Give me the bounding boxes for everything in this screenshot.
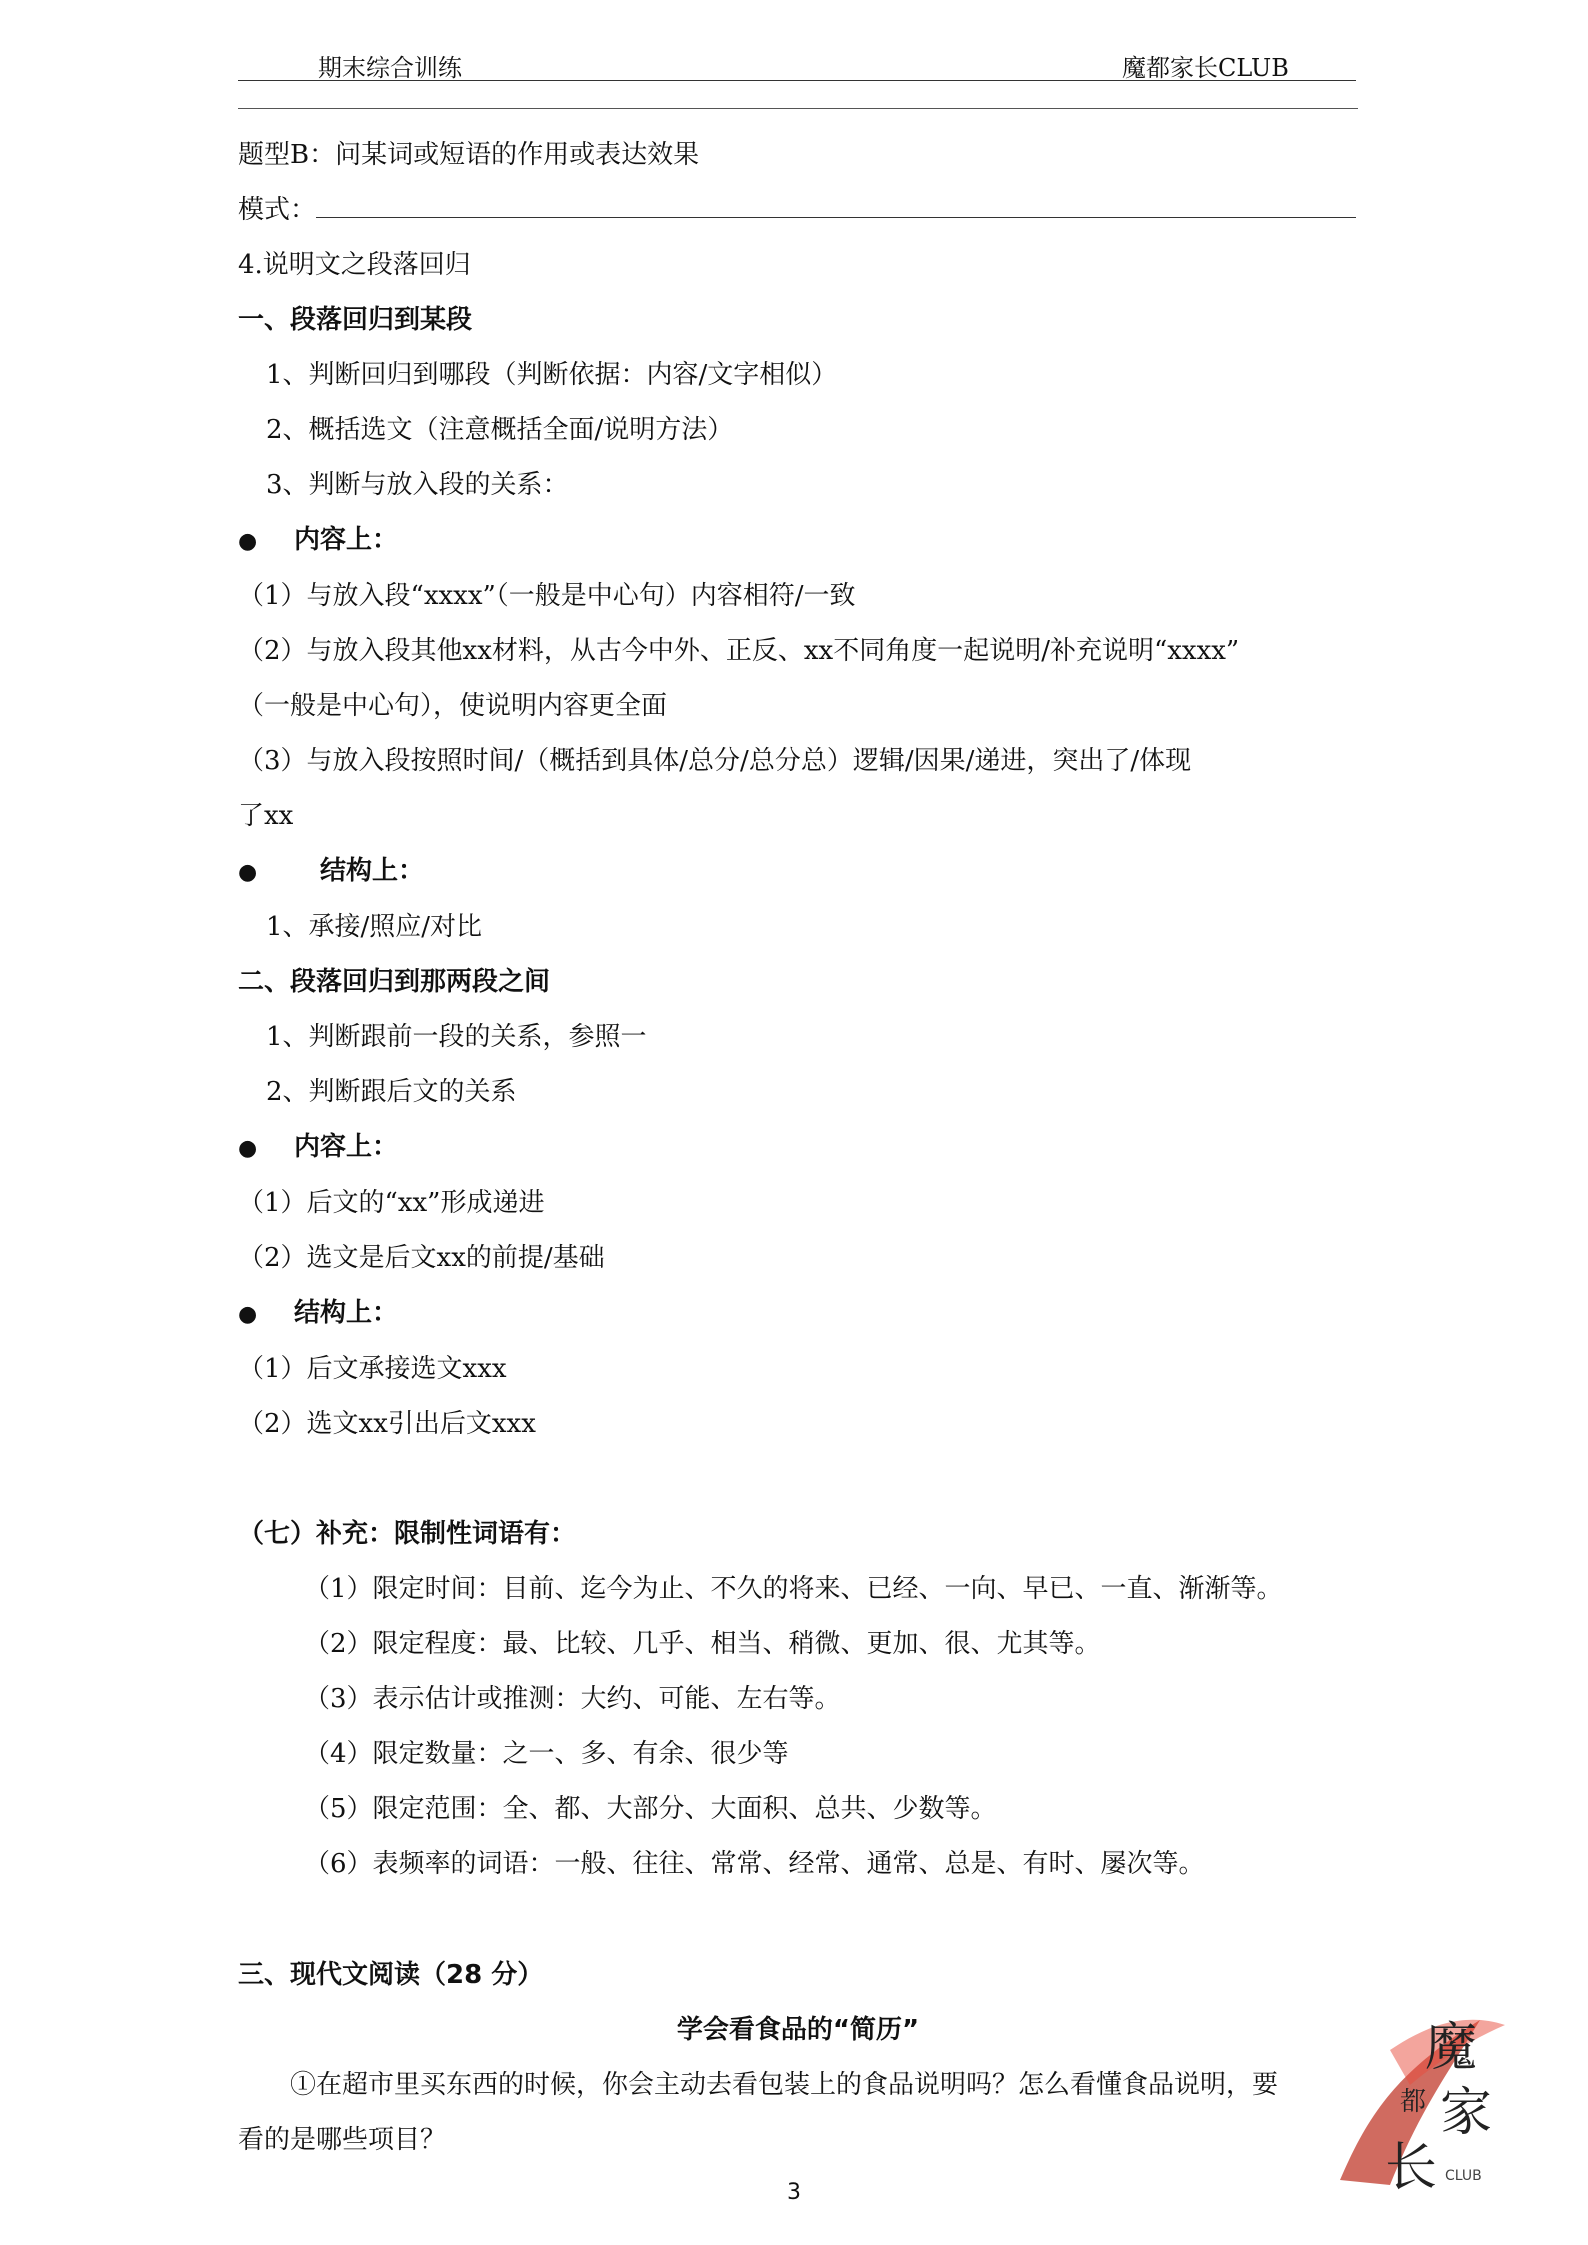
header-left-title: 期末综合训练 [318,54,462,82]
bullet-icon: ● [238,1302,258,1327]
bullet-icon: ● [238,529,258,554]
logo-char-3: 家 [1440,2083,1493,2143]
text-line: ①在超市里买东西的时候，你会主动去看包装上的食品说明吗？怎么看懂食品说明，要 [290,2070,1279,2100]
text-line: 2、概括选文（注意概括全面/说明方法） [266,415,734,445]
header-right-title: 魔都家长CLUB [1122,54,1289,82]
text-line: 1、判断回归到哪段（判断依据：内容/文字相似） [266,360,838,390]
text-line: （2）选文xx引出后文xxx [238,1409,536,1439]
text-line: 了xx [238,801,294,831]
text-line: （一般是中心句），使说明内容更全面 [238,691,668,721]
text-line: （3）表示估计或推测：大约、可能、左右等。 [304,1684,841,1714]
section-heading: 二、段落回归到那两段之间 [238,967,551,997]
bullet-item [238,844,1358,900]
bullet-item [238,513,1358,569]
text-line: 看的是哪些项目？ [238,2125,447,2155]
text-line: （2）限定程度：最、比较、几乎、相当、稍微、更加、很、尤其等。 [304,1629,1101,1659]
text-line: （1）后文承接选文xxx [238,1354,507,1384]
bullet-icon: ● [238,1136,258,1161]
spacer [238,1892,1358,1948]
text-line: 题型B：问某词或短语的作用或表达效果 [238,140,700,170]
text-line: 4.说明文之段落回归 [238,250,471,280]
page-number: 3 [787,2180,801,2205]
text-line: （2）选文是后文xx的前提/基础 [238,1243,605,1273]
bullet-label: 结构上： [320,856,425,886]
header-rule [238,80,1356,81]
section-heading: （七）补充：限制性词语有： [238,1519,577,1549]
spacer [238,1452,1358,1507]
divider [238,108,1358,109]
answer-blank[interactable] [316,195,1356,218]
section-heading: 三、现代文阅读（28 分） [238,1960,544,1990]
section-heading: 一、段落回归到某段 [238,305,473,335]
article-title: 学会看食品的“简历” [676,2015,920,2045]
document-body [238,128,1358,2168]
text-line: 2、判断跟后文的关系 [266,1077,517,1107]
bullet-item [238,1120,1358,1176]
text-line: （6）表频率的词语：一般、往往、常常、经常、通常、总是、有时、屡次等。 [304,1849,1205,1879]
brand-logo [1330,1990,1520,2200]
bullet-label: 内容上： [294,1132,399,1162]
logo-char-4: 长 [1385,2138,1438,2198]
text-line: （3）与放入段按照时间/（概括到具体/总分/总分总）逻辑/因果/递进，突出了/体现 [238,746,1192,776]
logo-char-2: 都 [1400,2087,1427,2117]
text-line: 1、承接/照应/对比 [266,912,483,942]
logo-brand-text: CLUB [1445,2168,1482,2184]
logo-char-1: 魔 [1425,2018,1478,2078]
text-line: 3、判断与放入段的关系： [266,470,569,500]
text-line: （4）限定数量：之一、多、有余、很少等 [304,1739,789,1769]
page-header [0,44,1588,84]
text-line [238,183,1358,238]
text-line: （1）与放入段“xxxx”（一般是中心句）内容相符/一致 [238,581,856,611]
bullet-item [238,1286,1358,1342]
text-line: （1）限定时间：目前、迄今为止、不久的将来、已经、一向、早已、一直、渐渐等。 [304,1574,1283,1604]
text-line: （2）与放入段其他xx材料，从古今中外、正反、xx不同角度一起说明/补充说明“xxxx” [238,636,1240,666]
bullet-label: 内容上： [294,525,399,555]
bullet-label: 结构上： [294,1298,399,1328]
text-line: （5）限定范围：全、都、大部分、大面积、总共、少数等。 [304,1794,997,1824]
bullet-icon: ● [238,860,258,885]
mode-label: 模式： [238,195,317,225]
text-line: （1）后文的“xx”形成递进 [238,1188,545,1218]
text-line: 1、判断跟前一段的关系，参照一 [266,1022,647,1052]
